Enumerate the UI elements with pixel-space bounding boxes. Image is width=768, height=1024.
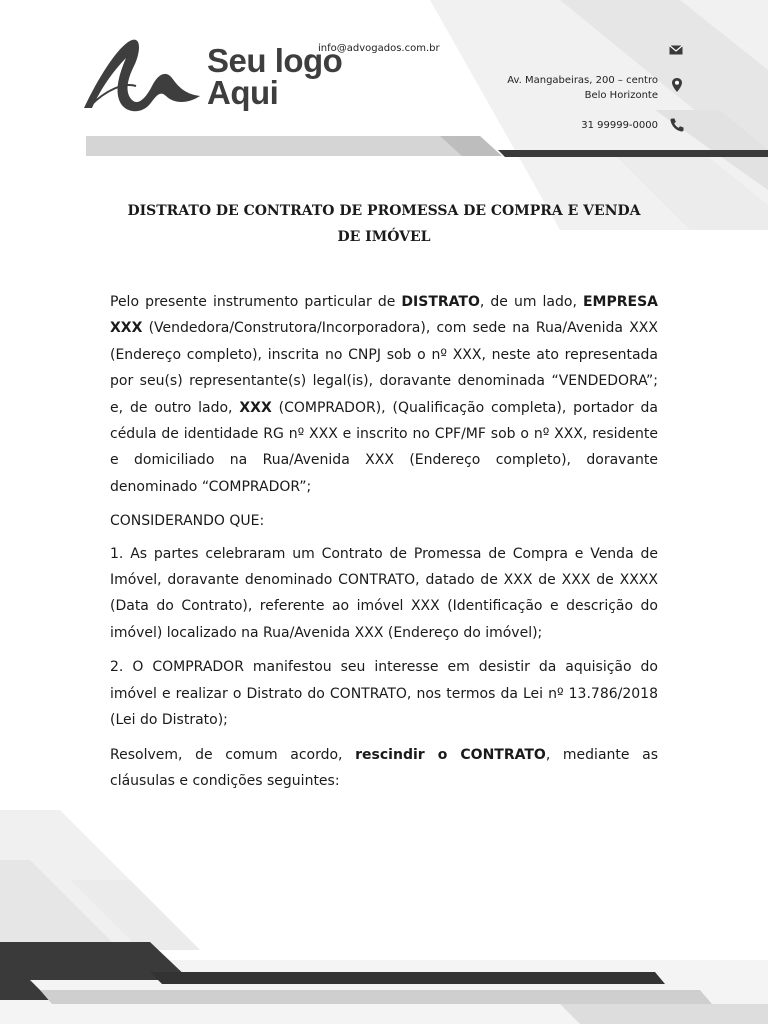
contact-address-line2: Belo Horizonte (584, 90, 658, 101)
considering-item-2: 2. O COMPRADOR manifestou seu interesse em desistir da aquisição do imóvel e realizar o Distrato do CONTRATO, nos termos da Lei nº 13.786/2018 (Lei do Distrato); (110, 659, 658, 729)
contact-email[interactable]: info@advogados.com.br (318, 43, 440, 54)
document-body (110, 289, 658, 802)
document-title-line2: DE IMÓVEL (337, 229, 431, 245)
contact-address-line1: Av. Mangabeiras, 200 – centro (507, 75, 658, 86)
bold-term: EMPRESA XXX (110, 294, 658, 337)
location-pin-icon (669, 77, 685, 93)
paragraph-text: , mediante as cláusulas e condições seguintes: (110, 746, 658, 789)
logo-text-line1: Seu logo (207, 42, 343, 79)
paragraph-text: , de um lado, (479, 294, 583, 310)
paragraph-text: Pelo presente instrumento particular de (110, 294, 402, 310)
considering-heading: CONSIDERANDO QUE: (110, 513, 265, 530)
considering-item-1: 1. As partes celebraram um Contrato de Promessa de Compra e Venda de Imóvel, doravante denominado CONTRATO, datado de XXX de XXX de XXXX (Data do Contrato), referente ao imóvel XXX (Identificação e descrição do imóvel) localizado na Rua/Avenida XXX (Endereço do imóvel); (110, 545, 658, 641)
parties-paragraph (110, 289, 658, 500)
bold-term: rescindir o CONTRATO (355, 746, 546, 763)
bold-term: DISTRATO (401, 294, 480, 310)
contact-phone: 31 99999-0000 (581, 120, 658, 131)
paragraph-text: (COMPRADOR), (Qualificação completa), portador da cédula de identidade RG nº XXX e inscrito no CPF/MF sob o nº XXX, residente e domiciliado na Rua/Avenida XXX (Endereço completo), doravante denominado “COMPRADOR”; (110, 399, 658, 495)
bold-term: XXX (239, 399, 272, 416)
paragraph-text: (Vendedora/Construtora/Incorporadora), com sede na Rua/Avenida XXX (Endereço completo), inscrita no CNPJ sob o nº XXX, neste ato representada por seu(s) representante(s) legal(is), doravante denominada “VENDEDORA”; e, de outro lado, (110, 320, 658, 416)
logo-text-line2: Aqui (207, 74, 279, 111)
resolve-paragraph (110, 742, 658, 795)
logo-swoosh-icon (80, 34, 210, 118)
paragraph-text: Resolvem, de comum acordo, (110, 746, 356, 763)
phone-icon (669, 117, 685, 133)
document-title-line1: DISTRATO DE CONTRATO DE PROMESSA DE COMPRA E VENDA (127, 203, 641, 219)
document-title (110, 198, 658, 250)
mail-icon (668, 42, 684, 58)
